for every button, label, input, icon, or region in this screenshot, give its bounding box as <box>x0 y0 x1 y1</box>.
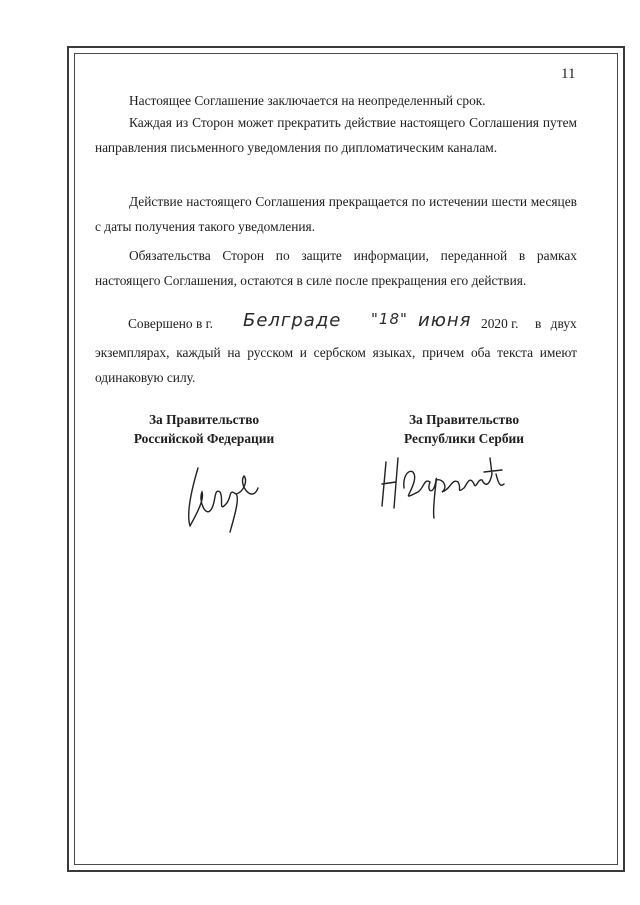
right-title-line-2: Республики Сербии <box>403 431 524 446</box>
executed-year: 2020 г. <box>481 316 519 331</box>
paragraph-obligations: Обязательства Сторон по защите информации, переданной в рамках настоящего Соглашения, остаются в силе после прекращения его действия. <box>95 248 577 288</box>
left-title-line-1: За Правительство <box>148 412 260 427</box>
handwritten-month: июня <box>418 310 472 331</box>
executed-lead: Совершено в г. <box>128 316 213 331</box>
paragraph-termination-right: Каждая из Сторон может прекратить действие настоящего Соглашения путем направления письменного уведомления по дипломатическим каналам. <box>95 115 577 155</box>
left-signatory-title <box>94 410 314 448</box>
page-number: 11 <box>561 66 576 82</box>
handwritten-city: Белграде <box>243 310 342 331</box>
page-border-inner <box>74 53 618 865</box>
signature-russia <box>178 458 268 538</box>
right-signatory-title <box>354 410 574 448</box>
paragraph-term: Настоящее Соглашение заключается на неопределенный срок. <box>129 93 486 108</box>
executed-rest: экземплярах, каждый на русском и сербском языках, причем оба текста имеют одинаковую силу. <box>95 345 577 385</box>
left-title-line-2: Российской Федерации <box>133 431 275 446</box>
paragraph-termination-effect: Действие настоящего Соглашения прекращается по истечении шести месяцев с даты получения такого уведомления. <box>95 194 577 234</box>
signature-serbia <box>378 448 518 528</box>
handwritten-day: "18" <box>371 310 408 328</box>
executed-tail: в двух <box>535 316 577 331</box>
right-title-line-1: За Правительство <box>408 412 520 427</box>
page-border <box>67 46 625 872</box>
